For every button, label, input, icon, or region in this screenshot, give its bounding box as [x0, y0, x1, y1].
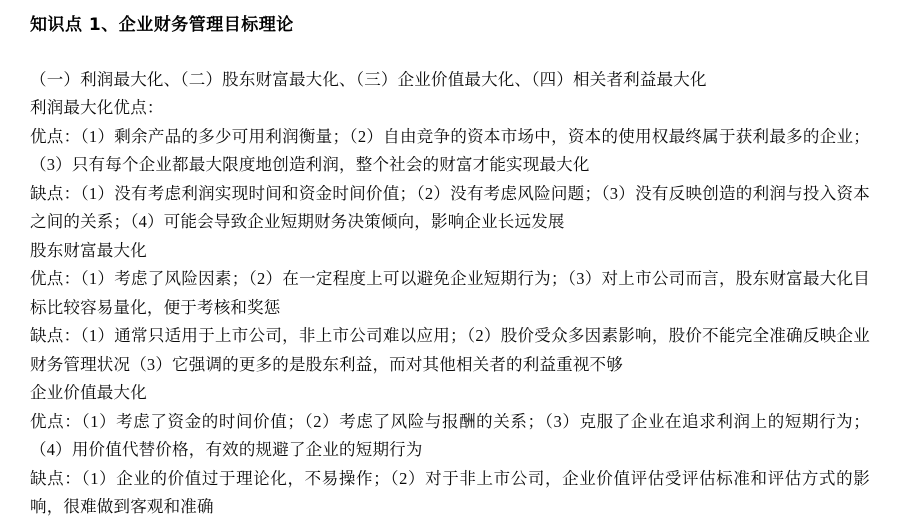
paragraph-enterprise-value-heading: 企业价值最大化 — [30, 383, 147, 403]
paragraph-profit-max-heading: 利润最大化优点： — [30, 98, 164, 118]
paragraph-shareholder-wealth-advantages: 优点：（1）考虑了风险因素；（2）在一定程度上可以避免企业短期行为；（3）对上市公司而言，股东财富最大化目标比较容易量化，便于考核和奖惩 — [30, 269, 870, 317]
paragraph-enterprise-value-disadvantages: 缺点：（1）企业的价值过于理论化，不易操作；（2）对于非上市公司，企业价值评估受评估标准和评估方式的影响，很难做到客观和准确 — [30, 468, 870, 517]
paragraph-profit-max-advantages: 优点：（1）剩余产品的多少可用利润衡量；（2）自由竞争的资本市场中，资本的使用权最终属于获利最多的企业；（3）只有每个企业都最大限度地创造利润，整个社会的财富才能实现最大化 — [30, 126, 870, 175]
paragraph-enterprise-value-advantages: 优点：（1）考虑了资金的时间价值；（2）考虑了风险与报酬的关系；（3）克服了企业在追求利润上的短期行为；（4）用价值代替价格，有效的规避了企业的短期行为 — [30, 411, 870, 460]
page-title: 知识点 1、企业财务管理目标理论 — [30, 15, 294, 35]
paragraph-shareholder-wealth-heading: 股东财富最大化 — [30, 240, 147, 260]
paragraph-objectives-list: （一）利润最大化、（二）股东财富最大化、（三）企业价值最大化、（四）相关者利益最大化 — [30, 69, 707, 89]
paragraph-profit-max-disadvantages: 缺点：（1）没有考虑利润实现时间和资金时间价值；（2）没有考虑风险问题；（3）没有反映创造的利润与投入资本之间的关系；（4）可能会导致企业短期财务决策倾向，影响企业长远发展 — [30, 183, 870, 232]
paragraph-shareholder-wealth-disadvantages: 缺点：（1）通常只适用于上市公司，非上市公司难以应用；（2）股价受众多因素影响，股价不能完全准确反映企业财务管理状况（3）它强调的更多的是股东利益，而对其他相关者的利益重视不够 — [30, 326, 870, 374]
